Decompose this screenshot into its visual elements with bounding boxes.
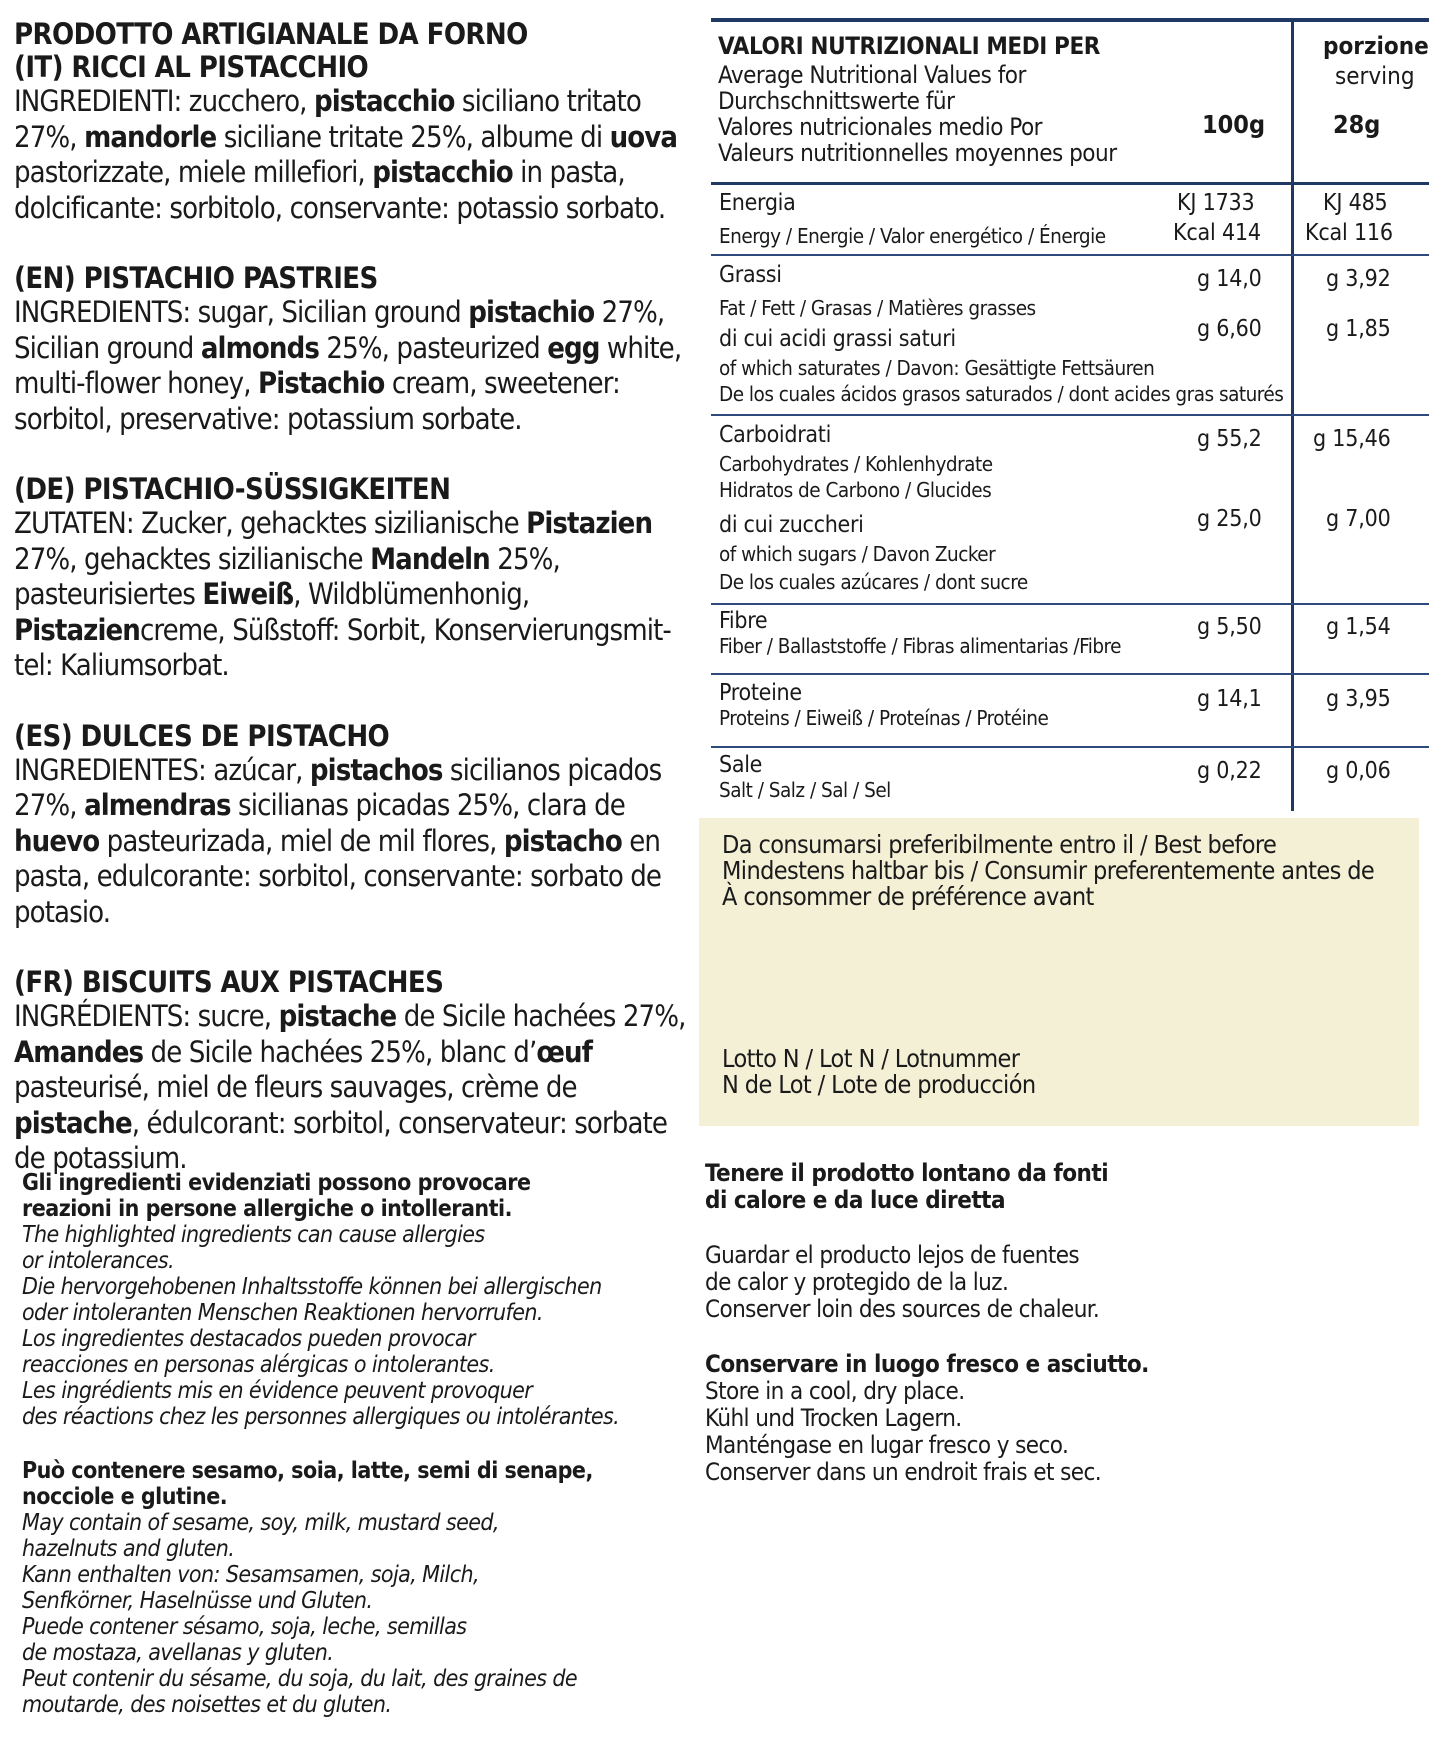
fat-rule xyxy=(711,414,1429,416)
column-28g: 28g xyxy=(1333,110,1381,139)
sugars-label: di cui zuccheri xyxy=(719,512,864,538)
storage-spacer-2 xyxy=(705,1323,1405,1351)
carbs-28g: g 15,46 xyxy=(1313,426,1391,452)
allergy-note-line-8: des réactions chez les personnes allergiques ou intolérantes. xyxy=(22,1404,620,1430)
allergen-highlight: Pistazien xyxy=(526,506,653,540)
allergy-note-bold-2: reazioni in persone allergiche o intolleranti. xyxy=(22,1196,512,1222)
may-contain-bold-1: Può contenere sesamo, soia, latte, semi di senape, xyxy=(22,1458,593,1484)
note-spacer xyxy=(22,1430,702,1458)
table-top-rule xyxy=(711,18,1429,22)
fat-label: Grassi xyxy=(719,262,782,288)
ingredients-de-text: ZUTATEN: Zucker, gehacktes sizilianische Pistazien 27%, gehacktes sizilianische Mandeln 25%, pasteurisiertes Eiweiß, Wildblümenhonig, Pistaziencreme, Süßstoff: Sorbit, Konservierungsmit-tel: Kaliumsorbat. xyxy=(14,506,671,682)
ingredients-it-title-2: (IT) RICCI AL PISTACCHIO xyxy=(14,50,369,84)
header-rule xyxy=(711,182,1429,185)
allergen-highlight: almendras xyxy=(84,788,231,822)
may-contain-line-8: moutarde, des noisettes et du gluten. xyxy=(22,1692,392,1718)
best-before-line-3: À consommer de préférence avant xyxy=(722,882,1094,911)
protein-sub: Proteins / Eiweiß / Proteínas / Protéine xyxy=(719,706,1049,730)
energy-sub: Energy / Energie / Valor energético / Énergie xyxy=(719,224,1106,248)
saturates-100g: g 6,60 xyxy=(1197,316,1262,342)
storage-heat-line-3: Conserver loin des sources de chaleur. xyxy=(705,1295,1100,1323)
nutrition-header-sub-3: Valores nutricionales medio Por xyxy=(718,113,1043,141)
energy-kj-100g: KJ 1733 xyxy=(1177,190,1255,216)
carbs-label: Carboidrati xyxy=(719,422,832,448)
ingredients-es xyxy=(14,720,694,931)
nutrition-header-sub-1: Average Nutritional Values for xyxy=(718,61,1026,89)
allergen-highlight: œuf xyxy=(536,1034,593,1069)
fat-28g: g 3,92 xyxy=(1326,266,1391,292)
carbs-sub-1: Carbohydrates / Kohlenhydrate xyxy=(719,452,993,476)
may-contain-line-1: May contain of sesame, soy, milk, mustard seed, xyxy=(22,1510,499,1536)
sugars-28g: g 7,00 xyxy=(1326,506,1391,532)
saturates-28g: g 1,85 xyxy=(1326,316,1391,342)
may-contain-line-6: de mostaza, avellanas y gluten. xyxy=(22,1640,334,1666)
may-contain-line-7: Peut contenir du sésame, du soja, du lait, des graines de xyxy=(22,1666,578,1692)
allergen-highlight: pistachos xyxy=(309,752,443,787)
allergen-highlight: Amandes xyxy=(14,1034,144,1069)
allergy-note-line-6: reacciones en personas alérgicas o intolerantes. xyxy=(22,1352,495,1378)
ingredients-de xyxy=(14,473,694,684)
sugars-sub-2: De los cuales azúcares / dont sucre xyxy=(719,570,1028,594)
may-contain-line-4: Senfkörner, Haselnüsse und Gluten. xyxy=(22,1588,373,1614)
ingredients-es-title: (ES) DULCES DE PISTACHO xyxy=(14,718,390,753)
best-before-line-1: Da consumarsi preferibilmente entro il / Best before xyxy=(722,830,1277,859)
allergy-note-line-7: Les ingrédients mis en évidence peuvent provoquer xyxy=(22,1378,533,1404)
ingredients-column xyxy=(14,18,694,1213)
may-contain-bold-2: nocciole e glutine. xyxy=(22,1484,228,1510)
salt-label: Sale xyxy=(719,752,763,778)
allergen-highlight: Pistachio xyxy=(257,366,385,400)
column-serving-label: serving xyxy=(1335,62,1415,90)
allergen-highlight: pistacho xyxy=(503,823,622,858)
best-before-box xyxy=(699,818,1419,1126)
ingredients-fr-title: (FR) BISCUITS AUX PISTACHES xyxy=(14,965,444,999)
carbs-100g: g 55,2 xyxy=(1197,426,1262,452)
allergy-note-bold-1: Gli ingredienti evidenziati possono provocare xyxy=(22,1170,531,1196)
nutrition-header-sub-4: Valeurs nutritionnelles moyennes pour xyxy=(718,139,1117,167)
fibre-100g: g 5,50 xyxy=(1197,614,1262,640)
storage-heat-bold-2: di calore e da luce diretta xyxy=(705,1186,1006,1214)
allergen-highlight: pistache xyxy=(14,1105,132,1140)
saturates-sub-2: De los cuales ácidos grasos saturados / dont acides gras saturés xyxy=(719,382,1284,406)
storage-instructions xyxy=(705,1160,1405,1486)
storage-heat-bold-1: Tenere il prodotto lontano da fonti xyxy=(705,1159,1109,1187)
protein-label: Proteine xyxy=(719,680,802,706)
storage-cool-line-1: Store in a cool, dry place. xyxy=(705,1377,965,1405)
ingredients-it-text: INGREDIENTI: zucchero, pistacchio siciliano tritato 27%, mandorle siciliane tritate 25%, albume di uova pastorizzate, miele millefiori, pistacchio in pasta, dolcificante: sorbitolo, conservante: potassio sorbato. xyxy=(14,84,678,225)
sugars-100g: g 25,0 xyxy=(1197,506,1262,532)
lot-number-text xyxy=(722,1046,1036,1098)
may-contain-line-5: Puede contener sésamo, soja, leche, semillas xyxy=(22,1614,467,1640)
lot-line-1: Lotto N / Lot N / Lotnummer xyxy=(722,1044,1020,1073)
allergen-highlight: mandorle xyxy=(84,119,217,154)
may-contain-line-3: Kann enthalten von: Sesamsamen, soja, Milch, xyxy=(22,1562,479,1588)
energy-rule xyxy=(711,254,1429,256)
protein-28g: g 3,95 xyxy=(1326,686,1391,712)
allergen-highlight: almonds xyxy=(200,330,319,365)
fibre-sub: Fiber / Ballaststoffe / Fibras alimentarias /Fibre xyxy=(719,634,1122,658)
nutrition-header-title: VALORI NUTRIZIONALI MEDI PER xyxy=(718,32,1101,60)
carbs-rule xyxy=(711,603,1429,605)
allergen-highlight: pistachio xyxy=(468,295,595,329)
column-portion-label: porzione xyxy=(1323,32,1429,60)
storage-spacer-1 xyxy=(705,1214,1405,1242)
allergy-note-line-2: or intolerances. xyxy=(22,1248,175,1274)
fat-100g: g 14,0 xyxy=(1197,266,1262,292)
salt-100g: g 0,22 xyxy=(1197,758,1262,784)
allergen-highlight: Eiweiß xyxy=(202,577,294,611)
saturates-label: di cui acidi grassi saturi xyxy=(719,326,956,352)
may-contain-note xyxy=(22,1458,702,1718)
energy-label: Energia xyxy=(719,190,796,216)
allergen-highlight: Mandeln xyxy=(370,541,490,576)
allergen-highlight: pistache xyxy=(278,999,397,1033)
saturates-sub-1: of which saturates / Davon: Gesättigte Fettsäuren xyxy=(719,356,1155,380)
storage-heat-line-1: Guardar el producto lejos de fuentes xyxy=(705,1241,1080,1269)
ingredients-it xyxy=(14,18,694,226)
ingredients-de-title: (DE) PISTACHIO-SÜSSIGKEITEN xyxy=(14,472,451,506)
ingredients-it-title-1: PRODOTTO ARTIGIANALE DA FORNO xyxy=(14,17,528,51)
allergen-highlight: pistacchio xyxy=(372,155,513,189)
storage-heat-line-2: de calor y protegido de la luz. xyxy=(705,1268,1009,1296)
allergy-note-line-4: oder intoleranten Menschen Reaktionen hervorrufen. xyxy=(22,1300,543,1326)
allergen-notes xyxy=(22,1170,702,1718)
allergy-note-line-3: Die hervorgehobenen Inhaltsstoffe können bei allergischen xyxy=(22,1274,602,1300)
column-100g: 100g xyxy=(1202,110,1266,139)
nutrition-table xyxy=(711,18,1429,811)
allergen-highlight: pistacchio xyxy=(313,84,455,118)
fibre-label: Fibre xyxy=(719,608,768,634)
ingredients-fr xyxy=(14,966,694,1177)
salt-28g: g 0,06 xyxy=(1326,758,1391,784)
allergen-highlight: Pistazien xyxy=(14,612,140,647)
may-contain-line-2: hazelnuts and gluten. xyxy=(22,1536,235,1562)
energy-kcal-28g: Kcal 116 xyxy=(1305,220,1393,246)
storage-cool-bold: Conservare in luogo fresco e asciutto. xyxy=(705,1350,1149,1378)
energy-kcal-100g: Kcal 414 xyxy=(1173,220,1261,246)
sugars-sub-1: of which sugars / Davon Zucker xyxy=(719,542,996,566)
allergy-note xyxy=(22,1170,702,1430)
lot-line-2: N de Lot / Lote de producción xyxy=(722,1070,1036,1099)
fibre-rule xyxy=(711,673,1429,675)
energy-kj-28g: KJ 485 xyxy=(1323,190,1388,216)
allergy-note-line-5: Los ingredientes destacados pueden provocar xyxy=(22,1326,475,1352)
storage-cool-line-2: Kühl und Trocken Lagern. xyxy=(705,1404,962,1432)
salt-sub: Salt / Salz / Sal / Sel xyxy=(719,778,891,802)
fat-sub: Fat / Fett / Grasas / Matières grasses xyxy=(719,296,1036,320)
protein-100g: g 14,1 xyxy=(1197,686,1262,712)
storage-cool-line-3: Manténgase en lugar fresco y seco. xyxy=(705,1431,1069,1459)
protein-rule xyxy=(711,746,1429,748)
allergy-note-line-1: The highlighted ingredients can cause allergies xyxy=(22,1222,485,1248)
fibre-28g: g 1,54 xyxy=(1326,614,1391,640)
ingredients-en-text: INGREDIENTS: sugar, Sicilian ground pistachio 27%, Sicilian ground almonds 25%, pasteurized egg white, multi-flower honey, Pistachio cream, sweetener: sorbitol, preservative: potassium sorbate. xyxy=(14,295,682,436)
best-before-line-2: Mindestens haltbar bis / Consumir preferentemente antes de xyxy=(722,856,1375,885)
carbs-sub-2: Hidratos de Carbono / Glucides xyxy=(719,478,992,502)
allergen-highlight: uova xyxy=(609,119,678,154)
ingredients-en-title: (EN) PISTACHIO PASTRIES xyxy=(14,261,378,295)
ingredients-es-text: INGREDIENTES: azúcar, pistachos sicilianos picados 27%, almendras sicilianas picadas 25%, clara de huevo pasteurizada, miel de mil flores, pistacho en pasta, edulcorante: sorbitol, conservante: sorbato de potasio. xyxy=(14,752,662,929)
best-before-text xyxy=(722,832,1374,910)
allergen-highlight: huevo xyxy=(14,823,100,858)
storage-cool-line-4: Conserver dans un endroit frais et sec. xyxy=(705,1458,1101,1486)
nutrition-header-sub-2: Durchschnittswerte für xyxy=(718,87,955,115)
allergen-highlight: egg xyxy=(547,330,600,365)
ingredients-en xyxy=(14,262,694,437)
ingredients-fr-text: INGRÉDIENTS: sucre, pistache de Sicile hachées 27%, Amandes de Sicile hachées 25%, blanc d’œuf pasteurisé, miel de fleurs sauvages, crème de pistache, édulcorant: sorbitol, conservateur: sorbate de potassium. xyxy=(14,999,686,1175)
